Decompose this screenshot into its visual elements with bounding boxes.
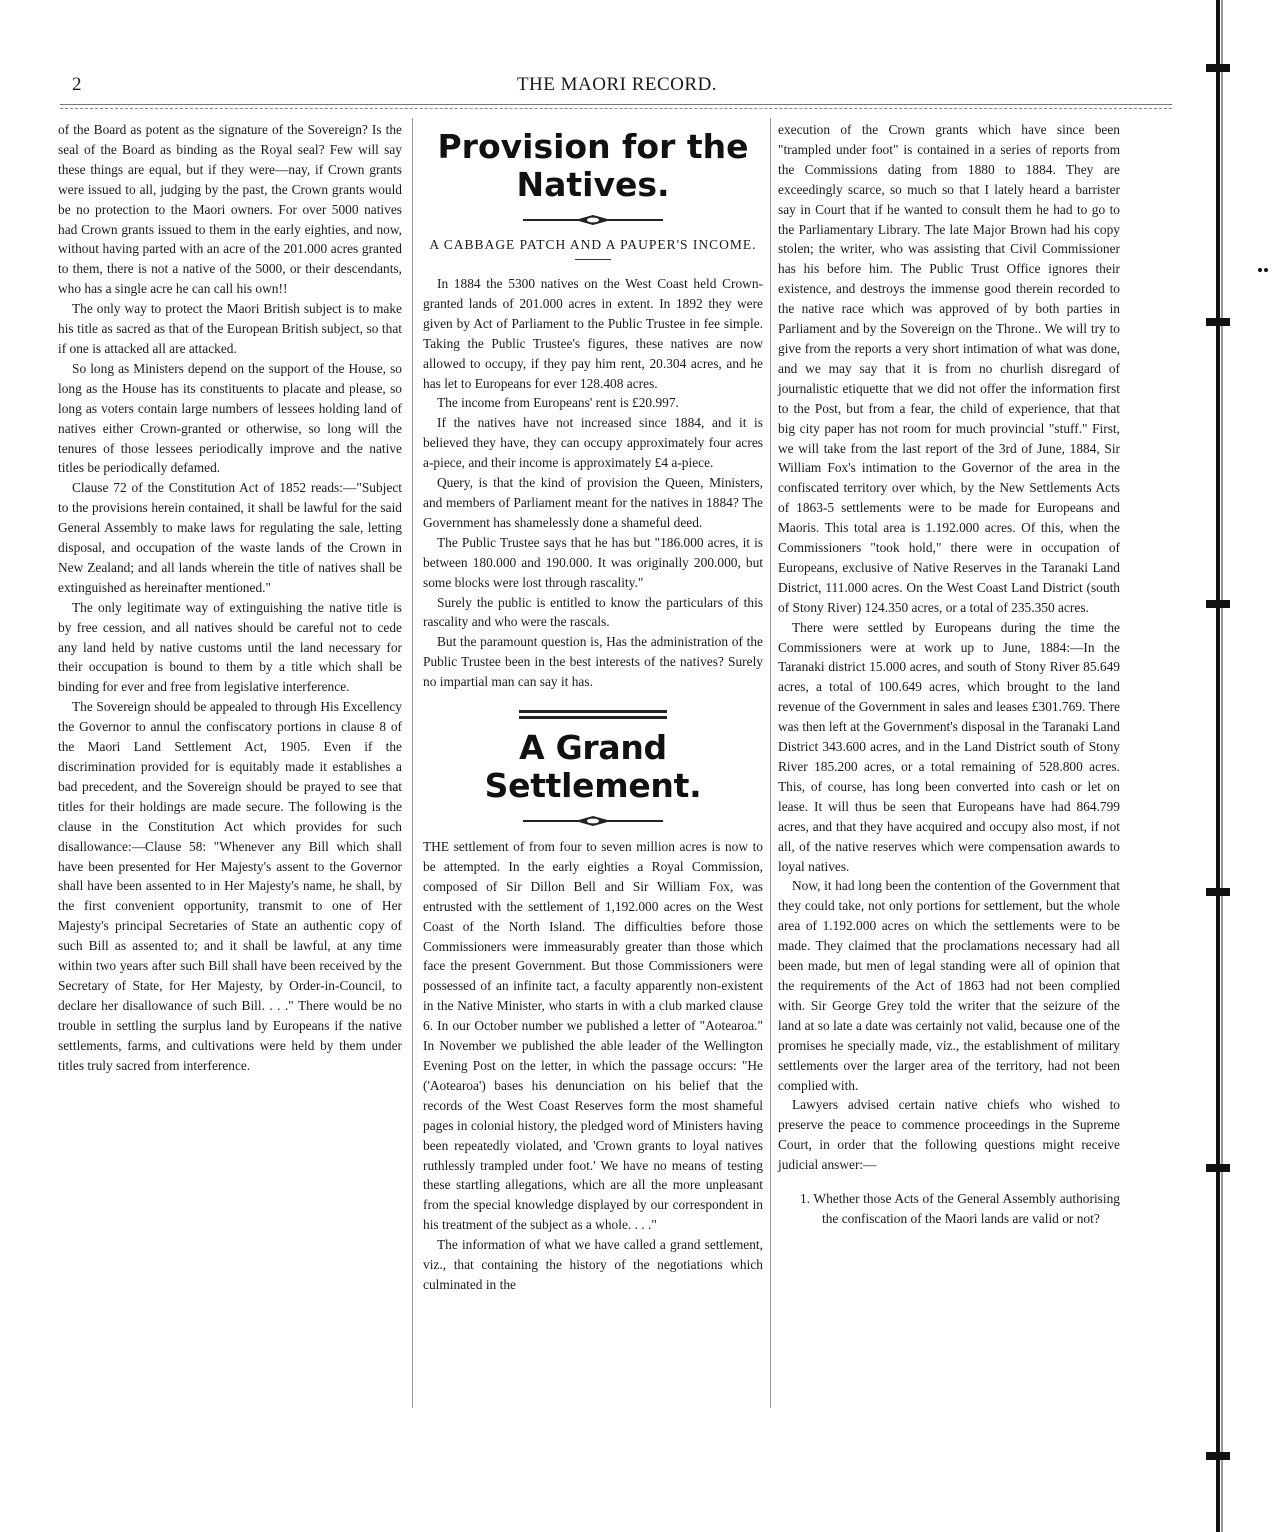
ornament-divider xyxy=(523,815,663,827)
right-column xyxy=(778,120,1120,1229)
paragraph: Lawyers advised certain native chiefs who wished to preserve the peace to commence proceedings in the Supreme Court, in order that the following questions might receive judicial answer:— xyxy=(778,1097,1120,1173)
headline-grand-settlement: A Grand Settlement. xyxy=(484,728,702,806)
page-header xyxy=(62,70,1172,104)
paragraph: In 1884 the 5300 natives on the West Coast held Crown-granted lands of 201.000 acres in extent. In 1892 they were given by Act of Parliament to the Public Trustee in fee simple. Taking the Public Trustee's figures, these natives are now allowed to occupy, if they pay him rent, 20.304 acres, and he has let to Europeans for ever 128.408 acres. xyxy=(423,276,763,391)
paragraph: Surely the public is entitled to know the particulars of this rascality and who were the rascals. xyxy=(423,594,763,630)
paragraph: But the paramount question is, Has the administration of the Public Trustee been in the best interests of the natives? Surely no impartial man can say it has. xyxy=(423,634,763,690)
paragraph: The only legitimate way of extinguishing the native title is by free cession, and all natives should be careful not to cede any land held by native customs until the land necessary for their occupation is bound to them by a title which shall be binding for ever and free from legislative interference. xyxy=(58,599,402,695)
short-rule xyxy=(575,259,611,260)
paragraph: execution of the Crown grants which have since been "trampled under foot" is contained in a series of reports from the Commissions dating from 1880 to 1884. They are exceedingly scarce, so much so that I lately heard a barrister say in Court that if he wanted to consult them he had to go to the Parliamentary Library. The late Major Brown had his copy stolen; the writer, who was assisting that Civil Commissioner has his before him. The Public Trust Office ignores their existence, and destroys the immense good therein recorded to the native race which was approved of by both parties in Parliament and by the Sovereign on the Throne.. We will try to give from the reports a very short intimation of what was done, and we may say that it is from no churlish disregard of journalistic etiquette that we did not offer the information first to the Post, but from a fear, the child of experience, that that big city paper has not room for much provincial "stuff." First, we will take from the last report of the 3rd of June, 1884, Sir William Fox's intimation to the Governor of the area in the confiscated territory over which, by the New Settlements Acts of 1863-5 settlements were to be made for Europeans and Maoris. This total area is 1.192.000 acres. Of this, when the Commissioners "took hold," there were in occupation of Europeans, exclusive of Native Reserves in the Taranaki Land District, 111.000 acres. On the West Coast Land District (south of Stony River) 124.350 acres, or a total of 235.350 acres. xyxy=(778,122,1120,615)
section-rules xyxy=(519,710,667,719)
paragraph-text: settlement of from four to seven million acres is now to be attempted. In the early eighties a Royal Commission, composed of Sir Dillon Bell and Sir William Fox, was entrusted with the settlement of 1,192.000 acres on the West Coast of the North Island. The difficulties before those Commissioners were immeasurably greater than those which face the present Government. But those Commissioners were possessed of an infinite tact, a faculty apparently non-existent in the Native Minister, who starts in with a club marked clause 6. In our October number we published a letter of "Aotearoa." In November we published the able leader of the Wellington Evening Post on the letter, in which the passage occurs: "He ('Aotearoa') bases his denunciation on his belief that the records of the West Coast Reserves form the most shameful pages in colonial history, the pledged word of Ministers having been repeatedly violated, and 'Crown grants to loyal natives ruthlessly trampled under foot.' We have no means of testing these startling allegations, which are all the more unpleasant from the special knowledge displayed by our correspondent in his treatment of the subject as a whole. . . ." xyxy=(423,839,763,1233)
column-divider xyxy=(770,118,771,1408)
middle-column xyxy=(423,120,763,1295)
headline-provision: Provision for the Natives. xyxy=(437,127,749,204)
lead-word: THE xyxy=(423,839,450,855)
paragraph: The information of what we have called a grand settlement, viz., that containing the history of the negotiations which culminated in the xyxy=(423,1237,763,1292)
paragraph: Clause 72 of the Constitution Act of 1852 reads:—"Subject to the provisions herein contained, it shall be lawful for the said General Assembly to make laws for regulating the sale, letting disposal, and occupation of the waste lands of the Crown in New Zealand; and all lands wherein the title of natives shall be extinguished as hereinafter mentioned." xyxy=(58,480,402,595)
paragraph: The Sovereign should be appealed to through His Excellency the Governor to annul the confiscatory portions in clause 8 of the Maori Land Settlement Act, 1905. Even if the discrimination provided for is equitably made it establishes a bad precedent, and the Sovereign should be prayed to see that titles for their holdings are made secure. The following is the clause in the Constitution Act which provides for such disallowance:—Clause 58: "Whenever any Bill which shall have been presented for Her Majesty's assent to the Governor shall have been assented to in Her Majesty's name, he shall, by the first convenient opportunity, transmit to one of Her Majesty's principal Secretaries of State an authentic copy of such Bill as assented to; and it shall be lawful, at any time within two years after such Bill shall have been received by the Secretary of State, for Her Majesty, by Order-in-Council, to declare her disallowance of such Bill. . . ." There would be no trouble in settling the surplus land by Europeans if the native settlements, farms, and cultivations were held by them under titles truly sacred from interference. xyxy=(58,699,402,1073)
paragraph: The only way to protect the Maori British subject is to make his title as sacred as that of the European British subject, so that if one is attacked all are attacked. xyxy=(58,301,402,356)
paragraph: If the natives have not increased since 1884, and it is believed they have, they can occupy approximately four acres a-piece, and their income is approximately £4 a-piece. xyxy=(423,415,763,471)
paragraph: of the Board as potent as the signature of the Sovereign? Is the seal of the Board as binding as the Royal seal? Few will say these things are equal, but if they were—nay, if Crown grants were issued to all, judging by the past, the Crown grants would be no protection to the Maori owners. For over 5000 natives had Crown grants issued to them in the early eighties, and now, without having parted with an acre of the 201.000 acres granted to them, there is not a native of the 5000, or their descendants, who has a single acre he can call his own!! xyxy=(58,122,402,297)
subheadline: A CABBAGE PATCH AND A PAUPER'S INCOME. xyxy=(429,237,757,252)
binding-edge xyxy=(1200,0,1280,1532)
paragraph: The Public Trustee says that he has but "186.000 acres, it is between 180.000 and 190.000. It was originally 200.000, but some blocks were lost through rascality." xyxy=(423,534,763,590)
paragraph xyxy=(423,837,763,1235)
list-item: 1. Whether those Acts of the General Assembly authorising the confiscation of the Maori lands are valid or not? xyxy=(800,1191,1120,1226)
header-rule xyxy=(60,104,1172,105)
paragraph: There were settled by Europeans during the time the Commissioners were at work up to June, 1884:—In the Taranaki district 15.000 acres, and south of Stony River 85.649 acres, a total of 100.649 acres, which brought to the land revenue of the Government in sales and leases £301.769. There was then left at the Government's disposal in the Taranaki Land District 343.600 acres, and in the Land District south of Stony River 185.200 acres, or a total remaining of 528.800 acres. This, of course, has long been converted into cash or let on lease. It will thus be seen that Europeans have had 864.799 acres, and that they have acquired and occupy also most, if not all, of the native reserves which were compensation awards to loyal natives. xyxy=(778,619,1120,874)
paragraph: So long as Ministers depend on the support of the House, so long as the House has its constituents to placate and please, so long as voters contain large numbers of lessees holding land of natives either Crown-granted or otherwise, so long will the tenures of those lessees periodically improve and the native titles be periodically defamed. xyxy=(58,360,402,476)
paragraph: Query, is that the kind of provision the Queen, Ministers, and members of Parliament meant for the natives in 1884? The Government has shamelessly done a shameful deed. xyxy=(423,475,763,530)
masthead: THE MAORI RECORD. xyxy=(516,74,718,95)
page-number: 2 xyxy=(72,74,82,95)
paragraph: The income from Europeans' rent is £20.997. xyxy=(437,395,679,411)
column-divider xyxy=(412,118,413,1408)
header-rule-dashed xyxy=(60,108,1172,109)
ornament-divider xyxy=(523,214,663,226)
paragraph: Now, it had long been the contention of the Government that they could take, not only portions for settlement, but the whole area of 1.192.000 acres on which the settlements were to be made. They claimed that the proclamations necessary had all been made, but men of legal standing were all of opinion that the requirements of the Act of 1863 had not been complied with. Sir George Grey told the writer that the seizure of the land at so late a date was certainly not valid, because one of the promises he specially made, viz., the establishment of military settlements over the larger area of the territory, had not been complied with. xyxy=(778,878,1120,1093)
left-column xyxy=(58,120,402,1076)
